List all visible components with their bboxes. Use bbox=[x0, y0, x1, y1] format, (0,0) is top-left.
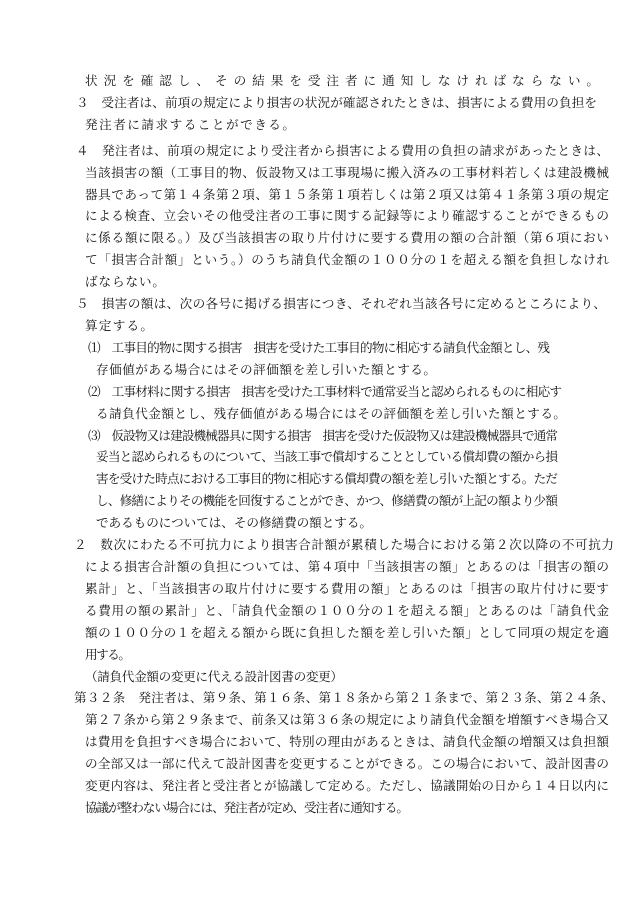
text-line: 累計」と、「当該損害の取片付けに要する費用の額」とあるのは「損害の取片付けに要す bbox=[85, 581, 610, 596]
text-line: る費用の額の累計」と、「請負代金額の１００分の１を超える額」とあるのは「請負代金 bbox=[85, 603, 610, 618]
text-line: ばならない。 bbox=[85, 274, 166, 289]
text-line: の全部又は一部に代えて設計図書を変更することができる。この場合において、設計図書の bbox=[85, 756, 610, 771]
text-line: による損害合計額の負担については、第４項中「当該損害の額」とあるのは「損害の額の bbox=[85, 559, 610, 574]
text-line: に係る額に限る。）及び当該損害の取り片付けに要する費用の額の合計額（第６項におい bbox=[85, 230, 610, 245]
text-line: 存価値がある場合にはその評価額を差し引いた額とする。 bbox=[96, 362, 437, 377]
text-line: る請負代金額とし、残存価値がある場合にはその評価額を差し引いた額とする。 bbox=[96, 406, 567, 421]
text-line: 害を受けた時点における工事目的物に相応する償却費の額を差し引いた額とする。ただ bbox=[96, 471, 558, 486]
text-line: 当該損害の額（工事目的物、仮設物又は工事現場に搬入済みの工事材料若しくは建設機械 bbox=[85, 165, 610, 180]
text-line: ４ 発注者は、前項の規定により受注者から損害による費用の負担の請求があったときは、 bbox=[76, 143, 610, 158]
text-line: ⑶ 仮設物又は建設機械器具に関する損害 損害を受けた仮設物又は建設機械器具で通常 bbox=[88, 428, 558, 443]
text-line: 器具であって第１４条第２項、第１５条第１項若しくは第２項又は第４１条第３項の規定 bbox=[85, 187, 610, 202]
text-line: 変更内容は、発注者と受注者とが協議して定める。ただし、協議開始の日から１４日以内に bbox=[85, 778, 610, 793]
text-line: 協議が整わない場合には、発注者が定め、受注者に通知する。 bbox=[85, 800, 408, 815]
text-line: 第２７条から第２９条まで、前条又は第３６条の規定により請負代金額を増額すべき場合又 bbox=[85, 712, 610, 727]
text-line: ３ 受注者は、前項の規定により損害の状況が確認されたときは、損害による費用の負担を bbox=[76, 95, 598, 110]
text-line: （請負代金額の変更に代える設計図書の変更） bbox=[85, 669, 343, 684]
text-line: て「損害合計額」という。）のうち請負代金額の１００分の１を超える額を負担しなけれ bbox=[85, 252, 610, 267]
text-line: であるものについては、その修繕費の額とする。 bbox=[96, 515, 372, 530]
text-line: 妥当と認められるものについて、当該工事で償却することとしている償却費の額から損 bbox=[96, 449, 558, 464]
text-line: 算定する。 bbox=[85, 318, 155, 333]
text-line: ２ 数次にわたる不可抗力により損害合計額が累積した場合における第２次以降の不可抗力 bbox=[74, 537, 615, 552]
text-line: ⑴ 工事目的物に関する損害 損害を受けた工事目的物に相応する請負代金額とし、残 bbox=[88, 340, 550, 355]
text-line: 額の１００分の１を超える額から既に負担した額を差し引いた額」として同項の規定を適 bbox=[85, 625, 610, 640]
text-line: は費用を負担すべき場合において、特別の理由があるときは、請負代金額の増額又は負担額 bbox=[85, 734, 610, 749]
text-line: 第３２条 発注者は、第９条、第１６条、第１８条から第２１条まで、第２３条、第２４条、 bbox=[74, 690, 615, 705]
text-line: 発注者に請求することができる。 bbox=[85, 117, 297, 132]
text-line: ５ 損害の額は、次の各号に掲げる損害につき、それぞれ当該各号に定めるところにより、 bbox=[76, 296, 607, 311]
text-line: 状況を確認し、その結果を受注者に通知しなければならない。 bbox=[85, 73, 605, 88]
text-line: し、修繕によりその機能を回復することができ、かつ、修繕費の額が上記の額より少額 bbox=[96, 493, 558, 508]
text-line: ⑵ 工事材料に関する損害 損害を受けた工事材料で通常妥当と認められるものに相応す bbox=[88, 384, 562, 399]
text-line: 用する。 bbox=[85, 647, 130, 662]
text-line: による検査、立会いその他受注者の工事に関する記録等により確認することができるもの bbox=[85, 208, 610, 223]
